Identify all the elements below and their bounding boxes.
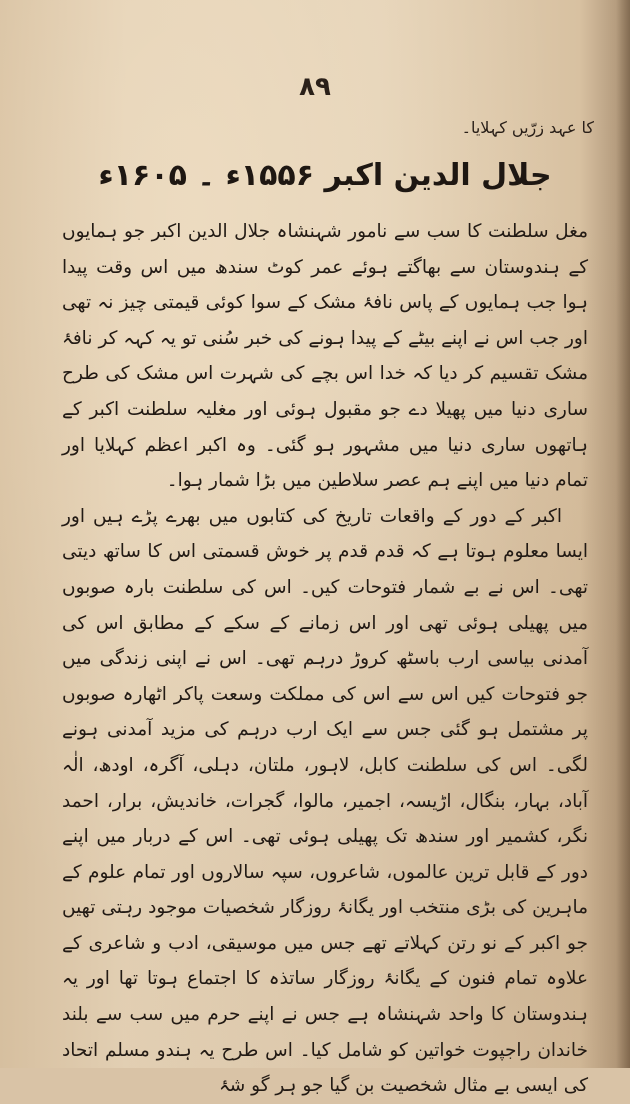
chapter-heading: جلال الدین اکبر ۱۵۵۶ء ۔ ۱۶۰۵ء bbox=[98, 158, 552, 193]
body-text bbox=[62, 214, 588, 1104]
running-head: کا عہد زرّیں کہلایا۔ bbox=[461, 118, 594, 137]
paragraph: اکبر کے دور کے واقعات تاریخ کی کتابوں میں بھرے پڑے ہیں اور ایسا معلوم ہوتا ہے کہ قدم قدم پر خوش قسمتی اس کا ساتھ دیتی تھی۔ اس نے بے شمار فتوحات کیں۔ اس کی سلطنت بارہ صوبوں میں پھیلی ہوئی تھی اور اس زمانے کے سکے کے مطابق اس کی آمدنی بیاسی ارب باسٹھ کروڑ درہم تھی۔ اس نے اپنی زندگی میں جو فتوحات کیں اس سے اس کی مملکت وسعت پاکر اٹھارہ صوبوں پر مشتمل ہو گئی جس سے ایک ارب درہم کی مزید آمدنی ہونے لگی۔ اس کی سلطنت کابل، لاہور، ملتان، دہلی، آگرہ، اودھ، الٰہ آباد، بہار، بنگال، اڑیسہ، اجمیر، مالوا، گجرات، خاندیش، برار، احمد نگر، کشمیر اور سندھ تک پھیلی ہوئی تھی۔ اس کے دربار میں اپنے دور کے قابل ترین عالموں، شاعروں، سپہ سالاروں اور تمام علوم کے ماہرین کی بڑی منتخب اور یگانۂ روزگار شخصیات موجود رہتی تھیں جو اکبر کے نو رتن کہلاتے تھے جس میں موسیقی، ادب و شاعری کے علاوہ تمام فنون کے یگانۂ روزگار ساتذہ کا اجتماع ہوتا تھا اور یہ ہندوستان کا واحد شہنشاہ ہے جس نے اپنے حرم میں سب سے بلند خاندان راجپوت خواتین کو شامل کیا۔ اس طرح یہ ہندو مسلم اتحاد کی ایسی بے مثال شخصیت بن گیا جو ہر گو شۂ bbox=[62, 505, 588, 1097]
page-number: ٨٩ bbox=[299, 72, 331, 102]
paragraph: مغل سلطنت کا سب سے نامور شہنشاہ جلال الدین اکبر جو ہمایوں کے ہندوستان سے بھاگتے ہوئے عمر کوٹ سندھ میں اس وقت پیدا ہوا جب ہمایوں کے پاس نافۂ مشک کے سوا کوئی قیمتی چیز نہ تھی اور جب اس نے اپنے بیٹے کے پیدا ہونے کی خبر سُنی تو یہ کہہ کر نافۂ مشک تقسیم کر دیا کہ خدا اس بچے کی شہرت اس مشک کی طرح ساری دنیا میں پھیلا دے جو مقبول ہوئی اور مغلیہ سلطنت اکبر کے ہاتھوں ساری دنیا میں مشہور ہو گئی۔ وہ اکبر اعظم کہلایا اور تمام دنیا میں اپنے ہم عصر سلاطین میں بڑا شمار ہوا۔ bbox=[62, 221, 588, 492]
page-edge-shadow bbox=[616, 0, 630, 1068]
